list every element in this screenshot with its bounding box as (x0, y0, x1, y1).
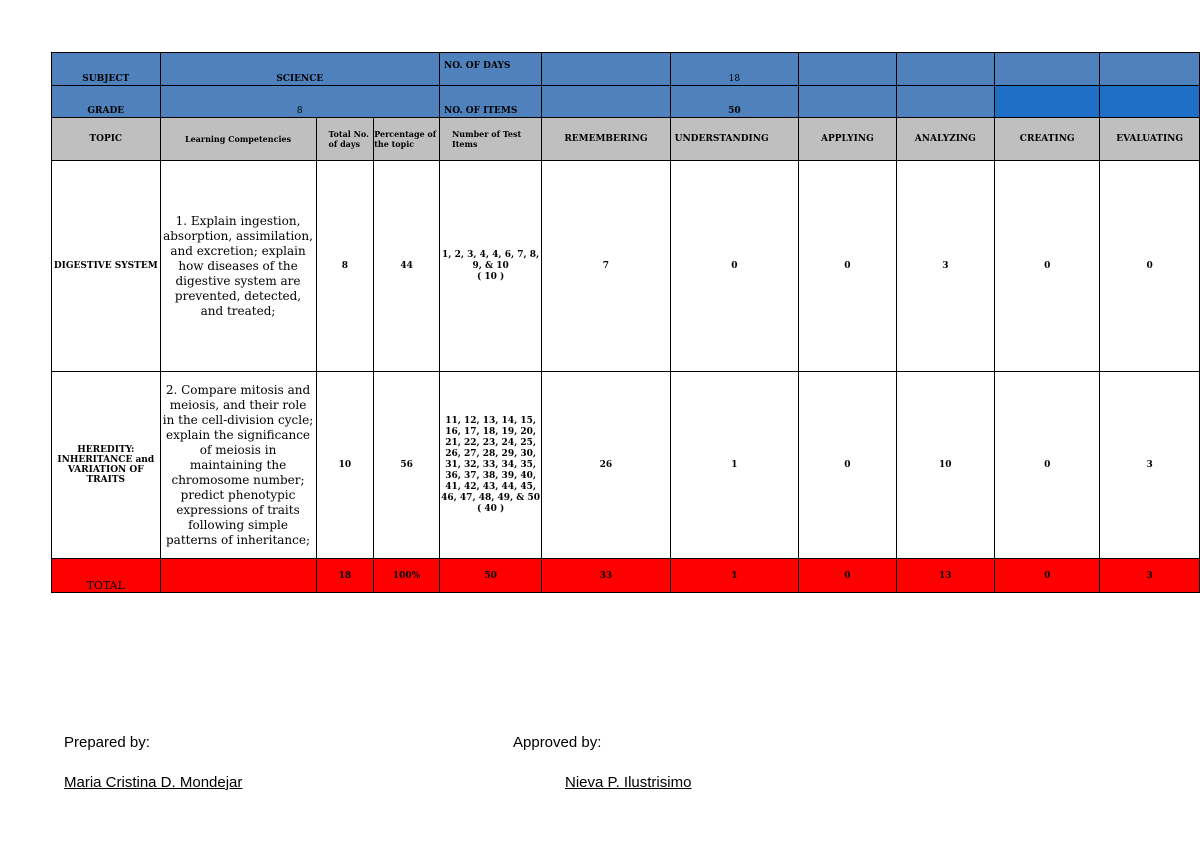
col-applying: APPLYING (799, 118, 896, 161)
col-understanding: UNDERSTANDING (670, 118, 799, 161)
test-items-count: ( 40 ) (476, 503, 505, 514)
applying-cell: 0 (799, 161, 896, 372)
col-analyzing: ANALYZING (896, 118, 994, 161)
total-row (52, 559, 1200, 593)
percentage-cell: 44 (374, 161, 440, 372)
test-items-list: 11, 12, 13, 14, 15, 16, 17, 18, 19, 20, 21, 22, 23, 24, 25, 26, 27, 28, 29, 30, 31, 32, 33, 34, 35, 36, 37, 38, 39, 40, 41, 42, 43, 44, 45, 46, 47, 48, 49, & 50 (441, 415, 541, 503)
total-blank-cell (160, 559, 316, 593)
total-analyzing: 13 (896, 559, 994, 593)
items-value: 50 (670, 86, 799, 118)
test-items-cell (439, 372, 541, 559)
col-total-days: Total No. of days (316, 118, 374, 161)
competency-cell: 2. Compare mitosis and meiosis, and their role in the cell-division cycle; explain the significance of meiosis in maintaining the chromosome number; predict phenotypic expressions of traits following simple patterns of inheritance; (160, 372, 316, 559)
applying-cell: 0 (799, 372, 896, 559)
prepared-by-name: Maria Cristina D. Mondejar (64, 774, 243, 791)
creating-cell: 0 (995, 372, 1100, 559)
header-blank-cell (799, 53, 896, 86)
header-blank-cell (542, 53, 670, 86)
understanding-cell: 1 (670, 372, 799, 559)
analyzing-cell: 10 (896, 372, 994, 559)
col-test-items: Number of Test Items (439, 118, 541, 161)
evaluating-cell: 0 (1100, 161, 1200, 372)
days-value: 18 (670, 53, 799, 86)
col-percentage: Percentage of the topic (374, 118, 440, 161)
col-creating: CREATING (995, 118, 1100, 161)
subject-value: SCIENCE (160, 53, 439, 86)
total-remembering: 33 (542, 559, 670, 593)
approved-by-name: Nieva P. Ilustrisimo (565, 774, 692, 791)
days-label: NO. OF DAYS (439, 53, 541, 86)
table-of-specifications (51, 52, 1200, 593)
total-applying: 0 (799, 559, 896, 593)
competency-cell: 1. Explain ingestion, absorption, assimilation, and excretion; explain how diseases of the digestive system are prevented, detected, and treated; (160, 161, 316, 372)
evaluating-cell: 3 (1100, 372, 1200, 559)
approved-by-label: Approved by: (513, 734, 602, 751)
header-blank-cell (995, 53, 1100, 86)
header-blank-cell (995, 86, 1100, 118)
understanding-cell: 0 (670, 161, 799, 372)
header-blank-cell (1100, 53, 1200, 86)
col-remembering: REMEMBERING (542, 118, 670, 161)
header-blank-cell (896, 86, 994, 118)
total-understanding: 1 (670, 559, 799, 593)
test-items-count: ( 10 ) (476, 271, 505, 282)
items-label: NO. OF ITEMS (439, 86, 541, 118)
percentage-cell: 56 (374, 372, 440, 559)
analyzing-cell: 3 (896, 161, 994, 372)
header-blank-cell (542, 86, 670, 118)
test-items-cell (439, 161, 541, 372)
col-competencies: Learning Competencies (160, 118, 316, 161)
total-days: 18 (316, 559, 374, 593)
header-blank-cell (896, 53, 994, 86)
subject-label: SUBJECT (52, 53, 161, 86)
topic-cell: DIGESTIVE SYSTEM (52, 161, 161, 372)
grade-value: 8 (160, 86, 439, 118)
total-creating: 0 (995, 559, 1100, 593)
total-percentage: 100% (374, 559, 440, 593)
col-evaluating: EVALUATING (1100, 118, 1200, 161)
header-blank-cell (1100, 86, 1200, 118)
total-label: TOTAL (52, 559, 161, 593)
topic-cell: HEREDITY: INHERITANCE and VARIATION OF TRAITS (52, 372, 161, 559)
header-blank-cell (799, 86, 896, 118)
days-cell: 8 (316, 161, 374, 372)
test-items-list: 1, 2, 3, 4, 4, 6, 7, 8, 9, & 10 (442, 249, 540, 271)
total-evaluating: 3 (1100, 559, 1200, 593)
days-cell: 10 (316, 372, 374, 559)
total-items: 50 (439, 559, 541, 593)
col-topic: TOPIC (52, 118, 161, 161)
remembering-cell: 26 (542, 372, 670, 559)
table-row (52, 372, 1200, 559)
table-row (52, 161, 1200, 372)
creating-cell: 0 (995, 161, 1100, 372)
grade-label: GRADE (52, 86, 161, 118)
prepared-by-label: Prepared by: (64, 734, 150, 751)
remembering-cell: 7 (542, 161, 670, 372)
